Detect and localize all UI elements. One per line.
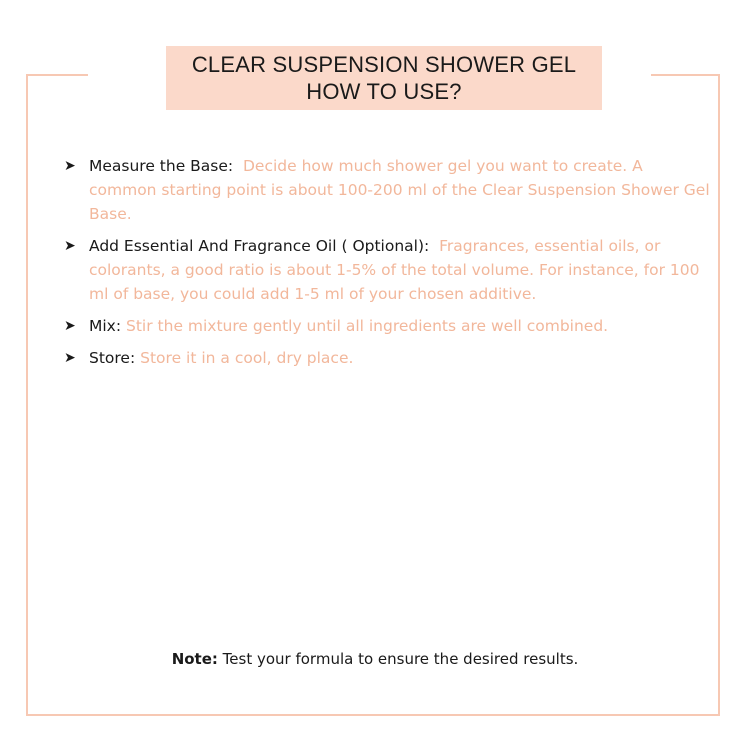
title-line-1: CLEAR SUSPENSION SHOWER GEL: [191, 52, 577, 77]
step-label: Add Essential And Fragrance Oil ( Optional):: [89, 237, 430, 255]
step-measure-base: [64, 154, 714, 226]
arrow-icon: ➤: [64, 158, 76, 174]
arrow-icon: ➤: [64, 350, 76, 366]
step-add-oils: [64, 234, 714, 306]
note-label: Note:: [171, 650, 218, 668]
step-description: Fragrances, essential oils, or colorants, a good ratio is about 1-5% of the total volume. For instance, for 100 ml of base, you could add 1-5 ml of your chosen additive.: [89, 237, 700, 303]
step-mix: [64, 314, 714, 338]
frame-top-left-segment: [26, 74, 88, 76]
arrow-icon: ➤: [64, 318, 76, 334]
step-label: Mix:: [89, 317, 122, 335]
steps-list: [64, 154, 714, 370]
frame-top-right-segment: [651, 74, 718, 76]
note-text: [0, 648, 750, 670]
arrow-icon: ➤: [64, 238, 76, 254]
step-label: Measure the Base:: [89, 157, 234, 175]
step-store: [64, 346, 714, 370]
step-description: Store it in a cool, dry place.: [140, 349, 354, 367]
step-label: Store:: [89, 349, 136, 367]
title-line-2: HOW TO USE?: [306, 79, 462, 104]
step-description: Decide how much shower gel you want to create. A common starting point is about 100-200 ml of the Clear Suspension Shower Gel Base.: [89, 157, 710, 223]
note-body: Test your formula to ensure the desired results.: [222, 650, 579, 668]
step-description: Stir the mixture gently until all ingredients are well combined.: [126, 317, 609, 335]
title-banner: [166, 46, 602, 110]
